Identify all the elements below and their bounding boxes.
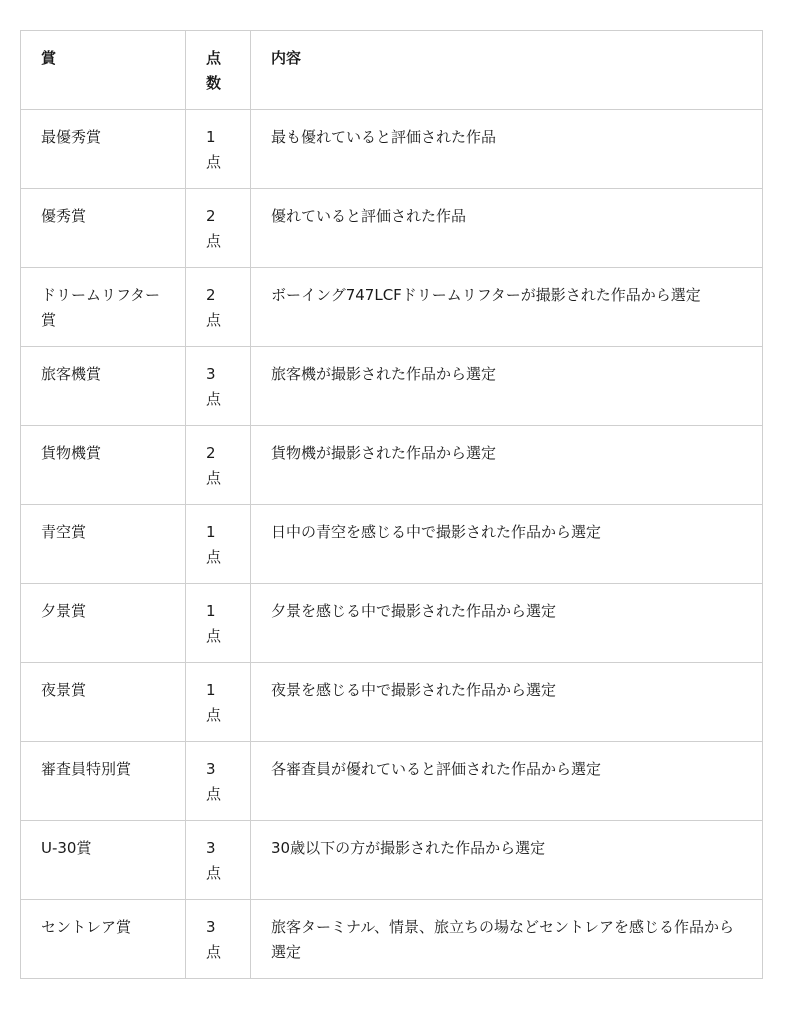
award-points: 2点 (186, 426, 251, 505)
award-points: 1点 (186, 505, 251, 584)
award-points: 2点 (186, 189, 251, 268)
header-points: 点数 (186, 31, 251, 110)
award-description: 夜景を感じる中で撮影された作品から選定 (251, 663, 763, 742)
table-row (21, 268, 763, 347)
award-name: 夜景賞 (21, 663, 186, 742)
award-name: 最優秀賞 (21, 110, 186, 189)
award-description: 貨物機が撮影された作品から選定 (251, 426, 763, 505)
table-row (21, 189, 763, 268)
table-row (21, 584, 763, 663)
award-name: 旅客機賞 (21, 347, 186, 426)
award-description: 30歳以下の方が撮影された作品から選定 (251, 821, 763, 900)
award-points: 3点 (186, 900, 251, 979)
table-row (21, 110, 763, 189)
award-points: 1点 (186, 584, 251, 663)
header-award: 賞 (21, 31, 186, 110)
award-name: U-30賞 (21, 821, 186, 900)
table-header-row (21, 31, 763, 110)
award-name: 夕景賞 (21, 584, 186, 663)
award-points: 3点 (186, 821, 251, 900)
award-name: 優秀賞 (21, 189, 186, 268)
header-description: 内容 (251, 31, 763, 110)
award-description: ボーイング747LCFドリームリフターが撮影された作品から選定 (251, 268, 763, 347)
table-row (21, 900, 763, 979)
award-description: 日中の青空を感じる中で撮影された作品から選定 (251, 505, 763, 584)
table-row (21, 742, 763, 821)
table-row (21, 347, 763, 426)
award-name: ドリームリフター賞 (21, 268, 186, 347)
award-description: 旅客ターミナル、情景、旅立ちの場などセントレアを感じる作品から選定 (251, 900, 763, 979)
award-description: 各審査員が優れていると評価された作品から選定 (251, 742, 763, 821)
award-name: 青空賞 (21, 505, 186, 584)
table-row (21, 663, 763, 742)
award-name: 貨物機賞 (21, 426, 186, 505)
award-description: 夕景を感じる中で撮影された作品から選定 (251, 584, 763, 663)
table-row (21, 426, 763, 505)
table-row (21, 821, 763, 900)
table-row (21, 505, 763, 584)
award-points: 1点 (186, 110, 251, 189)
awards-table (20, 30, 763, 979)
award-name: セントレア賞 (21, 900, 186, 979)
award-description: 最も優れていると評価された作品 (251, 110, 763, 189)
award-points: 2点 (186, 268, 251, 347)
award-points: 3点 (186, 742, 251, 821)
award-description: 旅客機が撮影された作品から選定 (251, 347, 763, 426)
award-description: 優れていると評価された作品 (251, 189, 763, 268)
award-points: 3点 (186, 347, 251, 426)
award-name: 審査員特別賞 (21, 742, 186, 821)
award-points: 1点 (186, 663, 251, 742)
